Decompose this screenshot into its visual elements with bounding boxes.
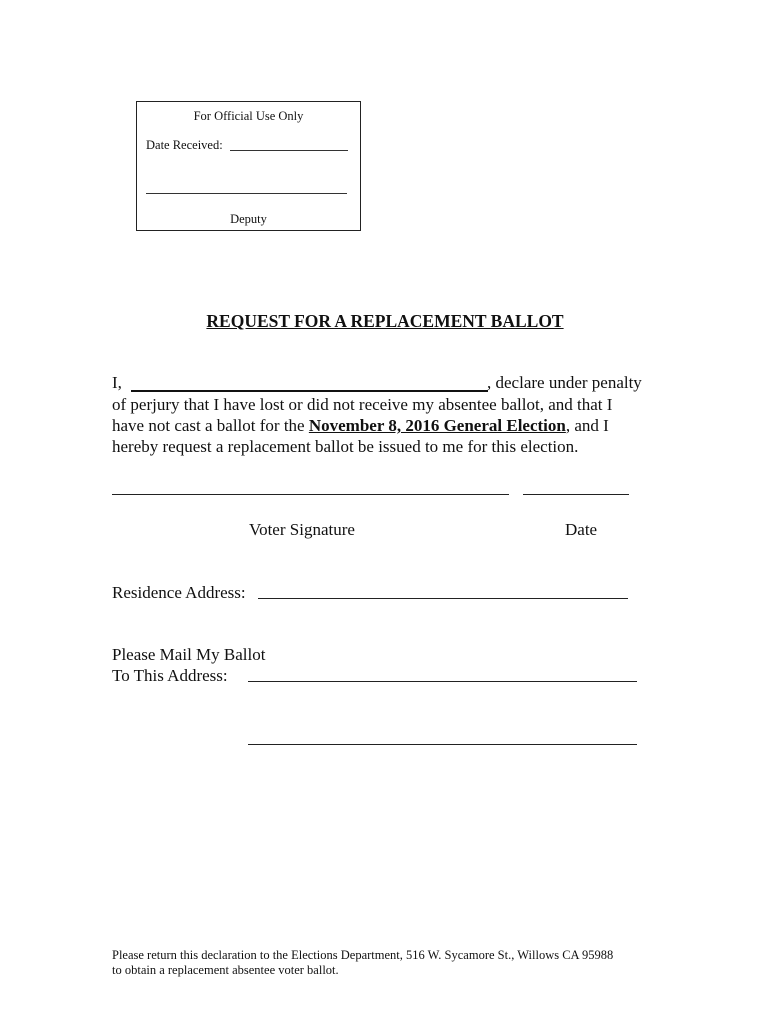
declaration-line-2: of perjury that I have lost or did not receive my absentee ballot, and that I <box>112 395 613 414</box>
mailing-address-line-1[interactable] <box>248 681 637 682</box>
declaration-suffix: , declare under penalty <box>487 373 642 392</box>
residence-address-line[interactable] <box>258 598 628 599</box>
deputy-signature-line[interactable] <box>146 193 347 194</box>
declaration-line-3 <box>112 416 609 436</box>
date-line[interactable] <box>523 494 629 495</box>
mailing-label-line-1: Please Mail My Ballot <box>112 645 266 664</box>
date-received-line[interactable] <box>230 150 348 151</box>
document-title: REQUEST FOR A REPLACEMENT BALLOT <box>206 311 564 331</box>
footer-line-2: to obtain a replacement absentee voter ballot. <box>112 963 339 977</box>
footer-line-1: Please return this declaration to the Elections Department, 516 W. Sycamore St., Willows CA 95988 <box>112 948 614 962</box>
date-received-label: Date Received: <box>146 138 223 152</box>
official-use-box <box>136 101 361 231</box>
declarant-name-line[interactable] <box>131 390 488 392</box>
mailing-address-line-2[interactable] <box>248 744 637 745</box>
voter-signature-label: Voter Signature <box>249 520 355 539</box>
declaration-line-3-after: , and I <box>565 416 609 435</box>
voter-signature-line[interactable] <box>112 494 509 495</box>
official-use-title: For Official Use Only <box>193 109 304 123</box>
declaration-line-3-before: have not cast a ballot for the <box>112 416 309 435</box>
residence-address-label: Residence Address: <box>112 583 246 602</box>
deputy-label: Deputy <box>230 212 267 226</box>
election-name: November 8, 2016 General Election <box>308 416 566 435</box>
declaration-line-4: hereby request a replacement ballot be issued to me for this election. <box>112 437 579 456</box>
declaration-prefix: I, <box>112 373 122 392</box>
date-label: Date <box>565 520 598 539</box>
mailing-label-line-2: To This Address: <box>112 666 228 685</box>
